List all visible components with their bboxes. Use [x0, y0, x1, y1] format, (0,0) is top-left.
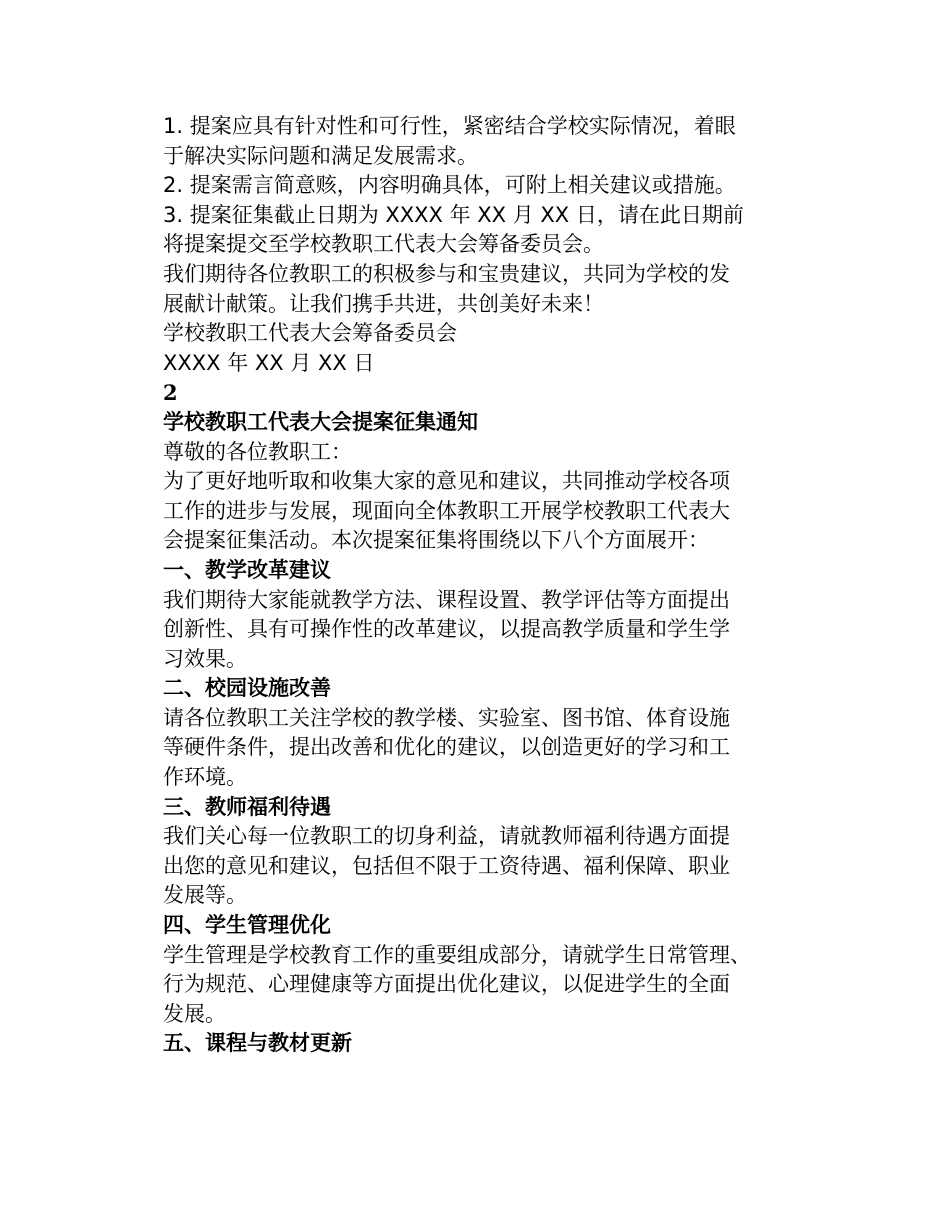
text-line: 我们期待大家能就教学方法、课程设置、教学评估等方面提出 — [163, 587, 730, 612]
section-heading: 二、校园设施改善 — [163, 676, 331, 701]
text-line: 出您的意见和建议，包括但不限于工资待遇、福利保障、职业 — [163, 853, 730, 878]
text-line: 发展等。 — [163, 883, 247, 908]
text-line: 创新性、具有可操作性的改革建议，以提高教学质量和学生学 — [163, 617, 730, 642]
text-line: 请各位教职工关注学校的教学楼、实验室、图书馆、体育设施 — [163, 705, 730, 730]
text-line: 将提案提交至学校教职工代表大会筹备委员会。 — [163, 232, 604, 257]
text-line: 会提案征集活动。本次提案征集将围绕以下八个方面展开： — [163, 528, 709, 553]
text-line: 于解决实际问题和满足发展需求。 — [163, 143, 478, 168]
text-line: 我们期待各位教职工的积极参与和宝贵建议，共同为学校的发 — [163, 261, 730, 286]
signature-date: XXXX 年 XX 月 XX 日 — [163, 350, 375, 375]
text-line: 发展。 — [163, 1001, 226, 1026]
text-line: 行为规范、心理健康等方面提出优化建议，以促进学生的全面 — [163, 972, 730, 997]
text-line: 习效果。 — [163, 646, 247, 671]
section-heading: 一、教学改革建议 — [163, 557, 331, 582]
text-line: 2. 提案需言简意赅，内容明确具体，可附上相关建议或措施。 — [163, 173, 736, 198]
text-line: 工作的进步与发展，现面向全体教职工开展学校教职工代表大 — [163, 498, 730, 523]
document-body — [163, 112, 793, 1059]
section-heading: 三、教师福利待遇 — [163, 794, 331, 819]
section-heading: 四、学生管理优化 — [163, 913, 331, 938]
text-line: 学生管理是学校教育工作的重要组成部分，请就学生日常管理、 — [163, 942, 751, 967]
text-line: 等硬件条件，提出改善和优化的建议，以创造更好的学习和工 — [163, 735, 730, 760]
signature-committee: 学校教职工代表大会筹备委员会 — [163, 321, 457, 346]
text-line: 1. 提案应具有针对性和可行性，紧密结合学校实际情况，着眼 — [163, 114, 736, 138]
text-line: 作环境。 — [163, 765, 247, 790]
text-line: 3. 提案征集截止日期为 XXXX 年 XX 月 XX 日，请在此日期前 — [163, 202, 744, 227]
salutation: 尊敬的各位教职工： — [163, 439, 352, 464]
text-line: 为了更好地听取和收集大家的意见和建议，共同推动学校各项 — [163, 469, 730, 494]
section-heading: 五、课程与教材更新 — [163, 1031, 352, 1056]
text-line: 展献计献策。让我们携手共进，共创美好未来！ — [163, 291, 604, 316]
text-line: 我们关心每一位教职工的切身利益，请就教师福利待遇方面提 — [163, 824, 730, 849]
notice-title: 学校教职工代表大会提案征集通知 — [163, 409, 478, 434]
section-number: 2 — [163, 380, 178, 406]
